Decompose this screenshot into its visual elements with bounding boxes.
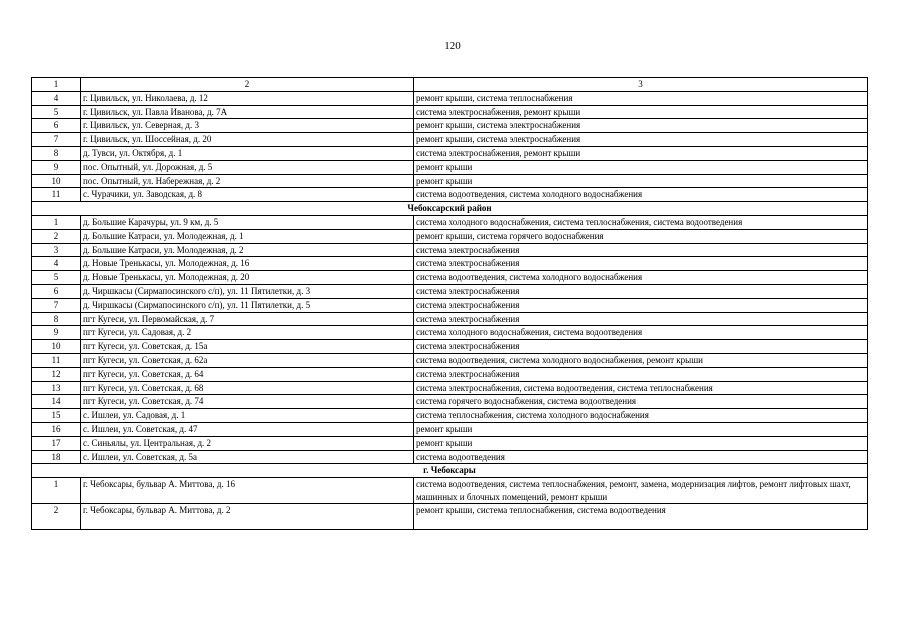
address-cell: д. Тувси, ул. Октября, д. 1 [81, 146, 414, 160]
works-cell: система холодного водоснабжения, система теплоснабжения, система водоотведения [414, 215, 868, 229]
row-number-cell: 4 [32, 257, 81, 271]
works-cell: система водоотведения, система холодного водоснабжения, ремонт крыши [414, 353, 868, 367]
table-body [32, 78, 868, 530]
address-cell: г. Цивильск, ул. Павла Иванова, д. 7А [81, 105, 414, 119]
table-header-row [32, 78, 868, 92]
row-number-cell: 5 [32, 271, 81, 285]
address-cell: д. Большие Карачуры, ул. 9 км, д. 5 [81, 215, 414, 229]
table-row [32, 243, 868, 257]
works-cell: система электроснабжения [414, 243, 868, 257]
repair-register-table [31, 77, 868, 530]
table-row [32, 188, 868, 202]
row-number-cell: 13 [32, 381, 81, 395]
address-cell: с. Синьялы, ул. Центральная, д. 2 [81, 436, 414, 450]
address-cell: с. Чурачики, ул. Заводская, д. 8 [81, 188, 414, 202]
table-row [32, 229, 868, 243]
row-number-cell: 17 [32, 436, 81, 450]
table-row [32, 326, 868, 340]
works-cell: система водоотведения, система теплоснабжения, ремонт, замена, модернизация лифтов, ремонт лифтовых шахт, машинных и блочных помещений, ремонт крыши [414, 478, 868, 504]
works-cell: система водоотведения, система холодного водоснабжения [414, 271, 868, 285]
address-cell: пгт Кугеси, ул. Советская, д. 64 [81, 367, 414, 381]
address-cell: д. Новые Тренькасы, ул. Молодежная, д. 20 [81, 271, 414, 285]
table-row [32, 450, 868, 464]
row-number-cell: 8 [32, 312, 81, 326]
address-cell: пгт Кугеси, ул. Советская, д. 68 [81, 381, 414, 395]
address-cell: пгт Кугеси, ул. Советская, д. 62а [81, 353, 414, 367]
table-row [32, 215, 868, 229]
table-row [32, 436, 868, 450]
column-header-works: 3 [414, 78, 868, 92]
table-row [32, 353, 868, 367]
works-cell: система электроснабжения [414, 284, 868, 298]
table-row [32, 133, 868, 147]
table-row [32, 340, 868, 354]
table-row [32, 284, 868, 298]
column-header-number: 1 [32, 78, 81, 92]
row-number-cell: 8 [32, 146, 81, 160]
row-number-cell: 9 [32, 326, 81, 340]
page-number: 120 [444, 40, 461, 52]
section-header-row [32, 202, 868, 216]
row-number-cell: 6 [32, 284, 81, 298]
works-cell: ремонт крыши [414, 160, 868, 174]
works-cell: система водоотведения [414, 450, 868, 464]
address-cell: пос. Опытный, ул. Дорожная, д. 5 [81, 160, 414, 174]
address-cell: д. Большие Катраси, ул. Молодежная, д. 2 [81, 243, 414, 257]
address-cell: пгт Кугеси, ул. Первомайская, д. 7 [81, 312, 414, 326]
column-header-address: 2 [81, 78, 414, 92]
table-row [32, 422, 868, 436]
address-cell: с. Ишлеи, ул. Советская, д. 47 [81, 422, 414, 436]
works-cell: система электроснабжения, ремонт крыши [414, 105, 868, 119]
row-number-cell: 2 [32, 504, 81, 530]
table-row [32, 478, 868, 504]
table-row [32, 271, 868, 285]
row-number-cell: 16 [32, 422, 81, 436]
row-number-cell: 12 [32, 367, 81, 381]
address-cell: г. Цивильск, ул. Шоссейная, д. 20 [81, 133, 414, 147]
works-cell: ремонт крыши [414, 174, 868, 188]
table-row [32, 174, 868, 188]
section-title: г. Чебоксары [32, 464, 868, 478]
row-number-cell: 1 [32, 478, 81, 504]
table-row [32, 409, 868, 423]
row-number-cell: 2 [32, 229, 81, 243]
table-row [32, 105, 868, 119]
address-cell: д. Чиршкасы (Сирмапосинского с/п), ул. 11 Пятилетки, д. 3 [81, 284, 414, 298]
section-header-row [32, 464, 868, 478]
address-cell: д. Новые Тренькасы, ул. Молодежная, д. 16 [81, 257, 414, 271]
table-row [32, 160, 868, 174]
works-cell: ремонт крыши, система теплоснабжения, система водоотведения [414, 504, 868, 530]
table-row [32, 381, 868, 395]
address-cell: пгт Кугеси, ул. Советская, д. 74 [81, 395, 414, 409]
works-cell: система горячего водоснабжения, система водоотведения [414, 395, 868, 409]
address-cell: с. Ишлеи, ул. Садовая, д. 1 [81, 409, 414, 423]
table-row [32, 257, 868, 271]
address-cell: пгт Кугеси, ул. Садовая, д. 2 [81, 326, 414, 340]
works-cell: система водоотведения, система холодного водоснабжения [414, 188, 868, 202]
row-number-cell: 3 [32, 243, 81, 257]
works-cell: система электроснабжения [414, 367, 868, 381]
table-row [32, 367, 868, 381]
works-cell: ремонт крыши, система горячего водоснабжения [414, 229, 868, 243]
address-cell: д. Большие Катраси, ул. Молодежная, д. 1 [81, 229, 414, 243]
address-cell: г. Цивильск, ул. Северная, д. 3 [81, 119, 414, 133]
works-cell: система теплоснабжения, система холодного водоснабжения [414, 409, 868, 423]
row-number-cell: 15 [32, 409, 81, 423]
row-number-cell: 4 [32, 91, 81, 105]
row-number-cell: 6 [32, 119, 81, 133]
works-cell: система холодного водоснабжения, система водоотведения [414, 326, 868, 340]
works-cell: система электроснабжения, ремонт крыши [414, 146, 868, 160]
works-cell: ремонт крыши [414, 422, 868, 436]
works-cell: система электроснабжения [414, 312, 868, 326]
table-row [32, 312, 868, 326]
table-row [32, 504, 868, 530]
row-number-cell: 10 [32, 340, 81, 354]
row-number-cell: 18 [32, 450, 81, 464]
table-row [32, 395, 868, 409]
address-cell: с. Ишлеи, ул. Советская, д. 5а [81, 450, 414, 464]
row-number-cell: 7 [32, 133, 81, 147]
address-cell: пос. Опытный, ул. Набережная, д. 2 [81, 174, 414, 188]
works-cell: система электроснабжения [414, 298, 868, 312]
works-cell: ремонт крыши, система электроснабжения [414, 133, 868, 147]
works-cell: система электроснабжения, система водоотведения, система теплоснабжения [414, 381, 868, 395]
table-row [32, 146, 868, 160]
works-cell: ремонт крыши [414, 436, 868, 450]
row-number-cell: 1 [32, 215, 81, 229]
works-cell: ремонт крыши, система теплоснабжения [414, 91, 868, 105]
works-cell: система электроснабжения [414, 257, 868, 271]
works-cell: ремонт крыши, система электроснабжения [414, 119, 868, 133]
section-title: Чебоксарский район [32, 202, 868, 216]
row-number-cell: 14 [32, 395, 81, 409]
address-cell: г. Чебоксары, бульвар А. Миттова, д. 16 [81, 478, 414, 504]
row-number-cell: 9 [32, 160, 81, 174]
row-number-cell: 5 [32, 105, 81, 119]
table-row [32, 298, 868, 312]
address-cell: г. Цивильск, ул. Николаева, д. 12 [81, 91, 414, 105]
row-number-cell: 10 [32, 174, 81, 188]
table-row [32, 91, 868, 105]
table-row [32, 119, 868, 133]
address-cell: д. Чиршкасы (Сирмапосинского с/п), ул. 11 Пятилетки, д. 5 [81, 298, 414, 312]
row-number-cell: 11 [32, 353, 81, 367]
address-cell: г. Чебоксары, бульвар А. Миттова, д. 2 [81, 504, 414, 530]
works-cell: система электроснабжения [414, 340, 868, 354]
address-cell: пгт Кугеси, ул. Советская, д. 15а [81, 340, 414, 354]
row-number-cell: 7 [32, 298, 81, 312]
row-number-cell: 11 [32, 188, 81, 202]
